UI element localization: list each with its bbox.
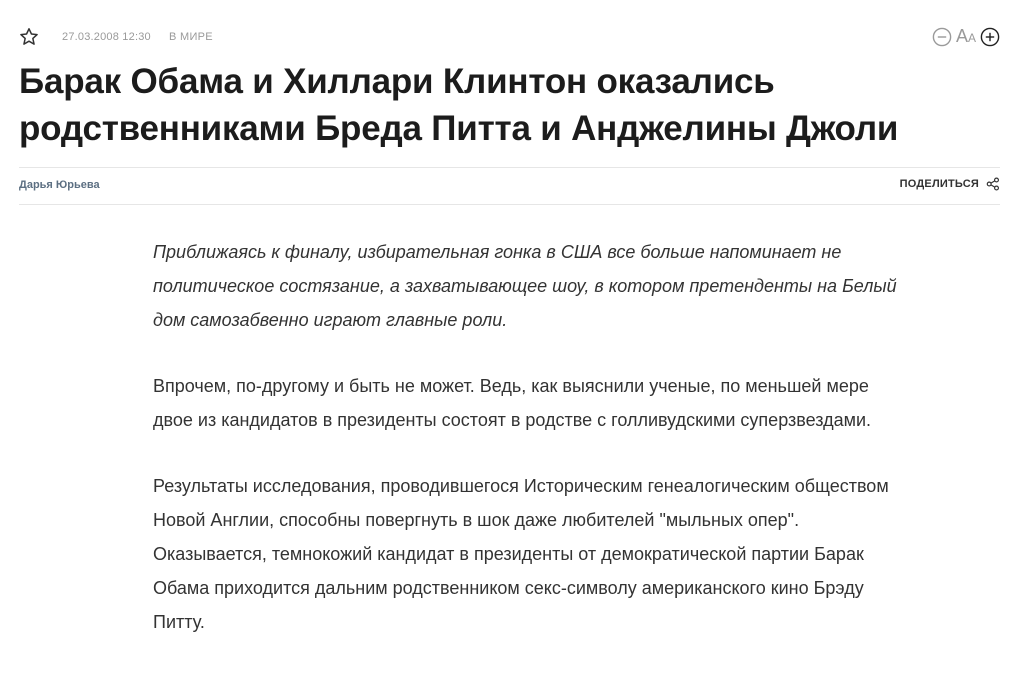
author-row <box>19 168 1000 204</box>
article-body <box>153 235 913 671</box>
plus-circle-icon[interactable] <box>980 27 1000 47</box>
star-icon[interactable] <box>19 27 39 47</box>
article-paragraph-1: Впрочем, по-другому и быть не может. Ведь, как выяснили ученые, по меньшей мере двое из кандидатов в президенты состоят в родстве с голливудскими суперзвездами. <box>153 376 872 430</box>
publish-date: 27.03.2008 12:30 <box>62 31 151 43</box>
font-size-controls <box>932 26 1000 48</box>
divider-bottom <box>19 204 1000 205</box>
article-title: Барак Обама и Хиллари Клинтон оказались родственниками Бреда Питта и Анджелины Джоли <box>19 62 899 148</box>
article-meta <box>19 24 1000 50</box>
author-link[interactable]: Дарья Юрьева <box>19 179 100 191</box>
section-link[interactable]: В МИРЕ <box>169 31 213 43</box>
share-label: ПОДЕЛИТЬСЯ <box>899 178 979 190</box>
article-lead: Приближаясь к финалу, избирательная гонка в США все больше напоминает не политическое состязание, а захватывающее шоу, в котором претенденты на Белый дом самозабвенно играют главные роли. <box>153 242 897 330</box>
share-button[interactable] <box>900 177 1000 191</box>
minus-circle-icon[interactable] <box>932 27 952 47</box>
font-size-label: AA <box>955 26 976 46</box>
share-icon <box>986 177 1000 191</box>
article-paragraph-2: Результаты исследования, проводившегося Историческим генеалогическим обществом Новой Англии, способны повергнуть в шок даже любителей "мыльных опер". Оказывается, темнокожий кандидат в президенты от демократической партии Барак Обама приходится дальним родственником секс-символу американского кино Брэду Питту. <box>153 476 889 632</box>
